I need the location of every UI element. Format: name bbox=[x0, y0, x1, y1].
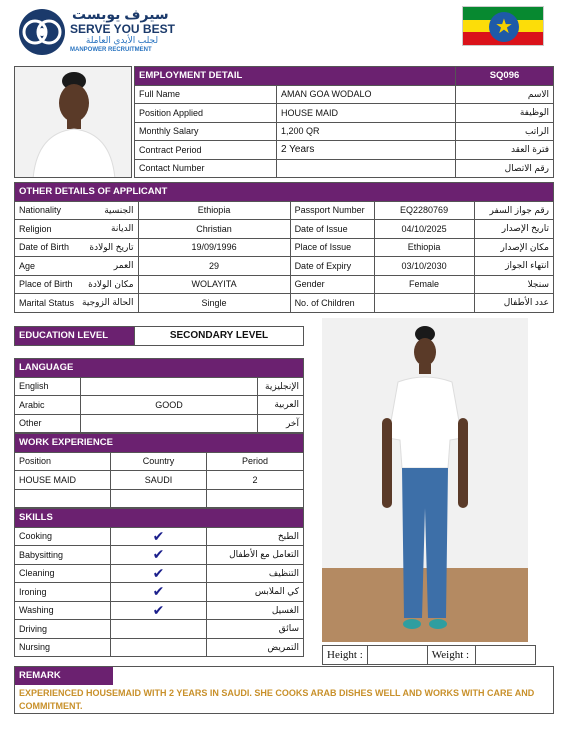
field-value bbox=[277, 159, 456, 178]
field-value bbox=[374, 294, 474, 313]
column-header: Position bbox=[15, 452, 111, 471]
language-name-arabic: العربية bbox=[258, 396, 304, 415]
field-label: Date of Issue bbox=[290, 220, 374, 239]
skill-name: Driving bbox=[15, 620, 111, 639]
education-header: EDUCATION LEVEL bbox=[15, 327, 135, 346]
field-value: Female bbox=[374, 275, 474, 294]
weight-value bbox=[475, 646, 535, 665]
field-label: Position Applied bbox=[135, 104, 277, 123]
field-value: 29 bbox=[138, 257, 290, 276]
field-value: 03/10/2030 bbox=[374, 257, 474, 276]
skill-row bbox=[15, 620, 304, 639]
employment-detail-table bbox=[134, 66, 554, 178]
check-icon: ✔ bbox=[152, 527, 165, 544]
field-label: Age bbox=[15, 257, 79, 276]
skill-row bbox=[15, 546, 304, 565]
skill-name: Ironing bbox=[15, 583, 111, 602]
field-label-arabic: العمر bbox=[78, 257, 138, 276]
language-level bbox=[81, 377, 258, 396]
details-row bbox=[15, 201, 554, 220]
employment-detail-header: EMPLOYMENT DETAIL bbox=[135, 67, 456, 86]
field-label: Gender bbox=[290, 275, 374, 294]
field-label: Contact Number bbox=[135, 159, 277, 178]
skill-name-arabic: الغسيل bbox=[207, 601, 304, 620]
work-position: HOUSE MAID bbox=[15, 471, 111, 490]
remark-header: REMARK bbox=[15, 667, 113, 685]
language-row bbox=[15, 414, 304, 433]
field-value: 19/09/1996 bbox=[138, 238, 290, 257]
skill-name-arabic: التنظيف bbox=[207, 564, 304, 583]
company-name: SERVE YOU BEST bbox=[70, 22, 175, 36]
field-value: 1,200 QR bbox=[277, 122, 456, 141]
work-experience-header: WORK EXPERIENCE bbox=[15, 434, 304, 453]
skill-row bbox=[15, 638, 304, 657]
details-row bbox=[15, 275, 554, 294]
work-row bbox=[15, 471, 304, 490]
details-row bbox=[15, 257, 554, 276]
skill-name-arabic: كي الملابس bbox=[207, 583, 304, 602]
column-header: Period bbox=[207, 452, 304, 471]
check-icon: ✔ bbox=[152, 564, 165, 581]
field-label: Date of Birth bbox=[15, 238, 79, 257]
language-header: LANGUAGE bbox=[15, 359, 304, 378]
star-icon: ★ bbox=[495, 16, 513, 38]
language-row bbox=[15, 377, 304, 396]
education-table bbox=[14, 326, 304, 346]
logo-mark-icon bbox=[18, 8, 66, 56]
employment-row bbox=[135, 85, 554, 104]
language-row bbox=[15, 396, 304, 415]
skill-name: Nursing bbox=[15, 638, 111, 657]
language-name-arabic: آخر bbox=[258, 414, 304, 433]
field-value: Ethiopia bbox=[138, 201, 290, 220]
field-label: Passport Number bbox=[290, 201, 374, 220]
field-label-arabic: رقم جواز السفر bbox=[474, 201, 553, 220]
field-label: Place of Issue bbox=[290, 238, 374, 257]
skill-row bbox=[15, 601, 304, 620]
measurements-table bbox=[322, 645, 536, 665]
field-label: Full Name bbox=[135, 85, 277, 104]
check-icon: ✔ bbox=[152, 583, 165, 600]
work-row bbox=[15, 489, 304, 508]
field-label: Date of Expiry bbox=[290, 257, 374, 276]
work-period: 2 bbox=[207, 471, 304, 490]
field-value: WOLAYITA bbox=[138, 275, 290, 294]
portrait-photo-icon bbox=[15, 67, 132, 178]
company-arabic-name: سيرف يوبست bbox=[72, 6, 169, 22]
applicant-portrait bbox=[14, 66, 132, 178]
skill-name-arabic: الطبخ bbox=[207, 527, 304, 546]
height-value bbox=[367, 646, 427, 665]
field-label-arabic: سنجلا bbox=[474, 275, 553, 294]
language-level bbox=[81, 414, 258, 433]
other-details-header: OTHER DETAILS OF APPLICANT bbox=[15, 183, 554, 202]
field-label: Marital Status bbox=[15, 294, 79, 313]
work-period bbox=[207, 489, 304, 508]
field-label-arabic: انتهاء الجواز bbox=[474, 257, 553, 276]
check-icon: ✔ bbox=[152, 546, 165, 563]
field-value: HOUSE MAID bbox=[277, 104, 456, 123]
language-table bbox=[14, 358, 304, 433]
field-label-arabic: فترة العقد bbox=[456, 141, 554, 160]
column-header: Country bbox=[111, 452, 207, 471]
skill-row bbox=[15, 527, 304, 546]
applicant-full-photo bbox=[322, 318, 528, 642]
field-label-arabic: عدد الأطفال bbox=[474, 294, 553, 313]
field-value: Ethiopia bbox=[374, 238, 474, 257]
skill-name: Washing bbox=[15, 601, 111, 620]
employment-row bbox=[135, 104, 554, 123]
skill-name: Cooking bbox=[15, 527, 111, 546]
field-label: Nationality bbox=[15, 201, 79, 220]
skill-name: Cleaning bbox=[15, 564, 111, 583]
field-label-arabic: الديانة bbox=[78, 220, 138, 239]
skills-table bbox=[14, 508, 304, 657]
company-subtitle: MANPOWER RECRUITMENT bbox=[70, 47, 152, 53]
language-name: Arabic bbox=[15, 396, 81, 415]
field-value: Christian bbox=[138, 220, 290, 239]
remark-section bbox=[14, 666, 554, 714]
field-value: EQ2280769 bbox=[374, 201, 474, 220]
field-label-arabic: الجنسية bbox=[78, 201, 138, 220]
field-label-arabic: مكان الإصدار bbox=[474, 238, 553, 257]
field-label-arabic: مكان الولادة bbox=[78, 275, 138, 294]
work-country bbox=[111, 489, 207, 508]
language-name: English bbox=[15, 377, 81, 396]
employment-row bbox=[135, 141, 554, 160]
field-label-arabic: الاسم bbox=[456, 85, 554, 104]
field-value: 04/10/2025 bbox=[374, 220, 474, 239]
skill-row bbox=[15, 564, 304, 583]
full-body-photo-icon bbox=[322, 318, 528, 642]
field-label-arabic: الحالة الزوجية bbox=[78, 294, 138, 313]
reference-number: SQ096 bbox=[456, 67, 554, 86]
height-label: Height : bbox=[323, 646, 368, 665]
field-label-arabic: تاريخ الولادة bbox=[78, 238, 138, 257]
field-label: Monthly Salary bbox=[135, 122, 277, 141]
details-row bbox=[15, 294, 554, 313]
language-name: Other bbox=[15, 414, 81, 433]
check-icon: ✔ bbox=[152, 601, 165, 618]
skill-name: Babysitting bbox=[15, 546, 111, 565]
field-label-arabic: رقم الاتصال bbox=[456, 159, 554, 178]
weight-label: Weight : bbox=[427, 646, 475, 665]
field-label: Religion bbox=[15, 220, 79, 239]
work-columns-row bbox=[15, 452, 304, 471]
other-details-table bbox=[14, 182, 554, 313]
field-value: 2 Years bbox=[277, 141, 456, 160]
language-name-arabic: الإنجليزية bbox=[258, 377, 304, 396]
field-value: Single bbox=[138, 294, 290, 313]
employment-row bbox=[135, 122, 554, 141]
skill-name-arabic: سائق bbox=[207, 620, 304, 639]
field-label-arabic: الراتب bbox=[456, 122, 554, 141]
skill-row bbox=[15, 583, 304, 602]
field-label: No. of Children bbox=[290, 294, 374, 313]
company-logo bbox=[18, 8, 178, 56]
work-country: SAUDI bbox=[111, 471, 207, 490]
language-level: GOOD bbox=[81, 396, 258, 415]
skills-header: SKILLS bbox=[15, 509, 304, 528]
field-label-arabic: الوظيفة bbox=[456, 104, 554, 123]
skill-name-arabic: التمريض bbox=[207, 638, 304, 657]
details-row bbox=[15, 238, 554, 257]
skill-name-arabic: التعامل مع الأطفال bbox=[207, 546, 304, 565]
field-label: Contract Period bbox=[135, 141, 277, 160]
field-value: AMAN GOA WODALO bbox=[277, 85, 456, 104]
work-experience-table bbox=[14, 433, 304, 508]
remark-text: EXPERIENCED HOUSEMAID WITH 2 YEARS IN SAUDI. SHE COOKS ARAB DISHES WELL AND WORKS WITH CARE AND COMMITMENT. bbox=[19, 688, 535, 711]
ethiopia-flag bbox=[462, 6, 544, 46]
education-level-value: SECONDARY LEVEL bbox=[135, 327, 304, 346]
employment-row bbox=[135, 159, 554, 178]
field-label: Place of Birth bbox=[15, 275, 79, 294]
field-label-arabic: تاريخ الإصدار bbox=[474, 220, 553, 239]
work-position bbox=[15, 489, 111, 508]
details-row bbox=[15, 220, 554, 239]
company-arabic-subtitle: لجلب الأيدي العاملة bbox=[85, 35, 159, 45]
